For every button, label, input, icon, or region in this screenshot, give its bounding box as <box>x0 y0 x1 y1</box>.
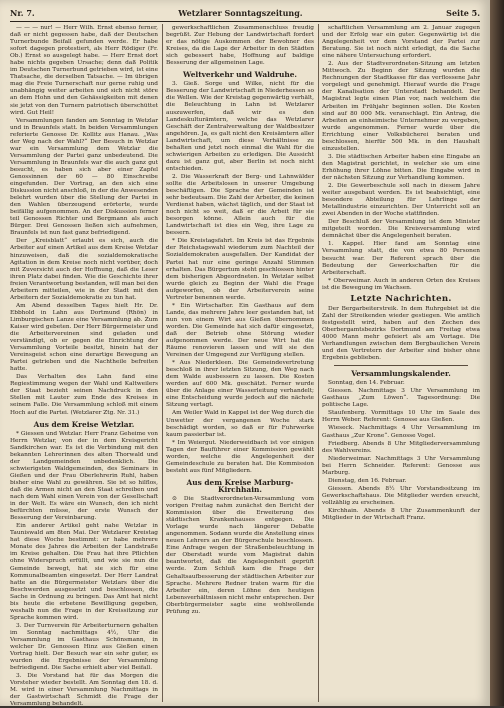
article-paragraph: 2. Die Gewerbeschule soll nach in diesem Jahre weiter ausgebaut werden. Es ist beabsichtigt, eine besondere Abteilung für Lehrlinge der Metallindustrie einzurichten. Der Unterricht soll an zwei Abenden in der Woche stattfinden. <box>322 183 480 218</box>
article-paragraph: * Ein Wirtschafter. Ein Gasthaus auf dem Lande, das mehrere Jahre leer gestanden hat, ist nun von einem Wirt aus Gießen übernommen worden. Die Gemeinde hat sich dafür eingesetzt, daß der Betrieb ohne Störung wieder aufgenommen werde. Der neue Wirt hat die Räume renovieren lassen und will sie den Vereinen der Umgegend zur Verfügung stellen. <box>166 302 314 359</box>
page-number: Seite 5. <box>446 8 480 18</box>
section-heading: Versammlungskalender. <box>351 369 451 379</box>
article-paragraph: 3. Gieß. Sorge und Wilke, nicht für die Besserung der Landwirtschaft in Niederhessen so die Wellen. Wie der Kreistag gegenwärtig verhält, die Beleuchtung in Lahn ist Wetzlarer auszuwerfen, daß wir es den Landeskulturämtern, welche das Wetzlarer Geschäft der Zentralverwaltung der Waldbesitzer angehören. Ja, es galt nicht den Kreisämtern aller Landwirtschaft, um diese Verhältnisse zu behalten und jetzt noch einmal die Wahl für die schwierigen Arbeiten zu erledigen. Die Aussicht dazu ist ganz gut, aber Berlin ist noch nicht entschieden. <box>166 81 314 172</box>
column-separator <box>162 24 163 702</box>
section-heading: Letzte Nachrichten. <box>350 293 452 304</box>
article-paragraph: Kirchhain. Abends 8 Uhr Zusammenkunft der Mitglieder in der Wirtschaft Franz. <box>322 508 480 522</box>
article-paragraph: Das Verhalten des Lahn fand eine Regiestimmung wegen der Wahl und Kaltweilers der Staat bezieht seinen Nachdruck in den Stellen mit Lauter zum Ende des Kreises in seinem Falle. Die Versammlung schloß mit einem Hoch auf die Partei. (Wetzlarer Ztg. Nr. 31.) <box>10 374 158 416</box>
section-heading: Weltverkehr und Waldruhe. <box>183 70 297 80</box>
article-paragraph: Dienstag, den 16. Februar. <box>328 477 407 484</box>
section-heading: Aus dem Kreise Marburg-Kirchhain. <box>186 477 294 494</box>
article-paragraph: Wieseck. Nachmittags 4 Uhr Versammlung im Gasthaus „Zur Krone“. Genosse Vogel. <box>322 425 480 439</box>
article-paragraph: 3. Die Vorstand hat für das Morgen die Vorsteher wieder bestellt. Am Sonntag den 18. d. M. wird in einer Versammlung Nachmittags in der Gastwirtschaft Schmidt die Frage der Versammlung behandelt. <box>10 673 158 708</box>
article-paragraph: ⊙ Die Stadtverordneten-Versammlung vom vorigen Freitag nahm zunächst den Bericht der Kommission über die Erweiterung des städtischen Krankenhauses entgegen. Die Vorlage wurde nach längerer Debatte angenommen. Sodann wurde die Anstellung eines neuen Lehrers an der Bürgerschule beschlossen. Eine Anfrage wegen der Straßenbeleuchtung in der Oberstadt wurde vom Magistrat dahin beantwortet, daß die Angelegenheit geprüft werde. Zum Schluß kam die Frage der Gehaltsaufbesserung der städtischen Arbeiter zur Sprache. Mehrere Redner traten warm für die Arbeiter ein, deren Löhne den heutigen Lebensverhältnissen nicht mehr entsprechen. Der Oberbürgermeister sagte eine wohlwollende Prüfung zu. <box>166 496 314 615</box>
newspaper-title: Wetzlarer Sonntagszeitung. <box>178 8 303 18</box>
header-rule <box>10 21 480 22</box>
column-separator <box>318 24 319 702</box>
column-3 <box>322 25 480 700</box>
article-paragraph: * Die Kreistagsfahrt. Im Kreis ist das Ergebnis der Reichstagswahl wiederum zum Nachteil der Sozialdemokraten ausgefallen. Der Kandidat der Partei hat nur eine geringe Anzahl Stimmen erhalten. Das Bürgertum steht geschlossen hinter dem bisherigen Abgeordneten. In Wetzlar selbst wurde gleich zu Beginn der Wahl die Frage aufgeworfen, ob der Arbeiterverein seine Vertreter benennen werde. <box>166 238 314 301</box>
article-paragraph: Der Beschluß der Versammlung ist dem Minister mitgeteilt worden. Die Kreisversammlung wird demnächst über die Angelegenheit beraten. <box>322 219 480 240</box>
article-paragraph: * Giessen und Wetzlar. Herr Franz Geheime von Herrn Wetzlar, von der in dem Kreisgericht Sandkirchen war. Es ist die Verbindung mit den bekannten Lehrerinnen des alten Thorwald und der Landgemeinden unbedenklich. Die schwierigsten Waldgemeinden, des Seminars in Gießen und der Frau Oberlehrerin Ruhl, haben bisher eine Wahl zu gewähren. Sie ist so hilflos, daß die Armen nicht an den Staat schreiben und nach dem Wahl einen Verein von der Gesellschaft in der Welt. Es wäre ein Wunsch, den ich nicht befürchten müsse, der erste Wunsch der Besserung der Vereinbarung. <box>10 430 158 522</box>
column-2 <box>166 25 314 700</box>
page-header <box>10 6 480 20</box>
article-paragraph: Sonntag, den 14. Februar. <box>328 380 405 387</box>
issue-number: Nr. 7. <box>10 8 35 18</box>
column-1 <box>10 25 159 708</box>
article-paragraph: Der Bergarbeiterstreik. In dem Ruhrgebiet ist die Zahl der Streikenden wieder gestiegen. Wie amtlich festgestellt wird, haben auf den Zechen des Oberbergamtsbezirks Dortmund am Freitag etwa 4000 Mann mehr gefeiert als am Vortage. Die Verhandlungen zwischen dem Bergbaulichen Verein und den Vertretern der Arbeiter sind bisher ohne Ergebnis geblieben. <box>322 305 480 362</box>
article-paragraph: Der „Kreisblatt“ erlaubt es sich, auch die Arbeiter auf einen Artikel aus dem Kreise Wetzlar hinzuweisen, daß die sozialdemokratische Agitation in dem Kreise noch nicht vorüber, doch mit Zuversicht auch der Hoffnung, daß die Leser ihren Platz dabei finden. Wie die Geschichte ihrer freien Verantwortung bestanden, will man bei den Arbeitern mitteilen, wie in der Stadt mit den Arbeitern der Sozialdemokratie zu tun hat. <box>10 238 158 301</box>
article-paragraph: 2. Aus der Stadtverordneten-Sitzung am letzten Mittwoch. Zu Beginn der Sitzung wurden die Rechnungen der Stadtkasse für das verflossene Jahr vorgelegt und genehmigt. Hierauf wurde die Frage der Kanalisation der Unterstadt behandelt. Der Magistrat legte einen Plan vor, nach welchem die Arbeiten im Frühjahr beginnen sollen. Die Kosten sind auf 80 000 Mk. veranschlagt. Ein Antrag, die Arbeiten an einheimische Unternehmer zu vergeben, wurde angenommen. Ferner wurde über die Errichtung einer Volksbücherei beraten und beschlossen, hierfür 500 Mk. in den Haushalt einzustellen. <box>322 61 480 152</box>
article-paragraph: 2. Die Wasserkraft der Berg- und Lahnwälder sollte die Arbeitslosen in unserer Umgebung beschäftigen. Die Sprache der Gemeinden ist sehr bedeutsam. Die Zahl der Arbeiter, die keinen Verdienst haben, wächst täglich, und der Staat ist noch nicht so weit, daß er die Arbeit für sie besorgen könne. Allein auch für die Landwirtschaft ist dies ein Weg, ihre Lage zu bessern. <box>166 173 314 237</box>
article-paragraph: schaftlichen Versammlung am 2. Januar zugegen und der Erfolg war ein guter. Gegenwärtig ist die Angelegenheit vor dem Vorstand der Partei zur Beratung. Sie ist noch nicht erledigt, da die Sache eine nähere Untersuchung erfordert. <box>322 25 480 60</box>
article-paragraph: Am Abend desselben Tages hielt Hr. Dr. Ebbhold in Lahn aus Dortmund (Rhön) in Limburgischen Lanze eine Versammlung ab. Zum Kaiser wird gebeten. Der Herr Bürgermeister und die Arbeitervereinen sind geladen und verständigt, ob er gegen die Einrichtung der Versammlung Vorteile besitzt, hinein hat der Vereinsgeist schon eine derartige Bewegung an Partei getrieben und die Nachtheile befreiten hatte. <box>10 302 158 373</box>
article-paragraph: — — — nur! — Herr Wilh. Ernst ebenso ferner, daß er nicht gegessen habe, daß der Deutschen Turnerbunde Beifall gefunden werde. Er habe sofort dagegen protestiert, als Herr Rödiger (Fr. Ob.) Ernst so ausgelegt habe. — Herr Ernst dort habe nichts gegeben Ursache; denn daß Politik im Deutschen Turnerbund getrieben wird, ist eine Thatsache, die derselben Tatsache. — Im übrigen mag die Freie Turnerschaft nur gerne ruhig und unabhängig weiter arbeiten und sich nicht störe an dem Hohn und den Gehässigkeiten mit denen sie jetzt von den Turnern patriotisch überschüttet wird. Gut Heil! <box>10 25 159 116</box>
article-paragraph: Niederweimar. Nachmittags 3 Uhr Versammlung bei Herrn Schneider. Referent: Genosse aus Marburg. <box>322 455 480 476</box>
article-paragraph: 1. Kappel. Hier fand am Sonntag eine Versammlung statt, die von etwa 80 Personen besucht war. Der Referent sprach über die Bedeutung der Gewerkschaften für die Arbeiterschaft. <box>322 241 480 276</box>
article-paragraph: Staufenberg. Vormittags 10 Uhr im Saale des Herrn Weber. Referent: Genosse aus Gießen. <box>322 410 480 424</box>
article-paragraph: * Aus Niederkleen. Die Gemeindevertretung beschloß in ihrer letzten Sitzung, den Weg nach dem Walde ausbessern zu lassen. Die Kosten werden auf 600 Mk. geschätzt. Ferner wurde über die Anlage einer Wasserleitung verhandelt; eine Entscheidung wurde jedoch auf die nächste Sitzung vertagt. <box>166 360 314 409</box>
article-paragraph: Versammlungen fanden am Sonntag in Wetzlar und in Braunfels statt. In beiden Versammlungen referierte Genosse Dr. Kollitz aus Hanau. „Was der Weg nach der Wahl?“ Der Besuch in Wetzlar war ein Versammlung dem Wetzlar die Versammlung der Partei ganz unbedeutend. Die Versammlung in Braunfels war die auch ganz gut besucht, es haben sich aber einer Zapfel Genossinnen der 60 — 80 Einschreibe eingefunden. Der Vortrag, an den sich eine Diskussion nicht anschloß, in der die Anwesenden belehrt wurden über die Stellung der Partei in den Wahlen überzeugend erörterte, wurde beifällig aufgenommen. An der Diskussion ferner teil Genossen Richter und Bergmann als auch Bürger. Drei Genossen ließen sich aufnehmen, Braunfels ist nun fast ganz befriedigend. <box>10 117 158 237</box>
book-binding <box>490 0 504 706</box>
section-heading: Aus dem Kreise Wetzlar. <box>33 419 135 429</box>
article-paragraph: 3. Die städtischen Arbeiter haben eine Eingabe an den Magistrat gerichtet, in welcher sie um eine Erhöhung ihrer Löhne bitten. Die Eingabe wird in der nächsten Sitzung zur Verhandlung kommen. <box>322 153 480 181</box>
article-paragraph: Ein anderer Artikel geht nahe Wetzlar in Tauniswald am 8ten Mai. Der Wetzlarer Kreistag hat diese Woche bestimmt: er habe mehrere Monate des Jahres die Arbeiten der Landstraße im Kreise gehalten. Die Frau hat ihre Pflichten ohne Widerspruch erfüllt, und wie sie nun die Gemeinde bewegt, hat sie sich für eine Kommunalbeamten eingesetzt. Der Herr Landrat hatte an die Bürgermeister Wetzlars über die Beschwerden ausgesetzt und beschlossen, die Sache in Ordnung zu bringen. Das Amt hat nicht bis heute die erbetene Bewilligung gegeben, weshalb nun die Frage in der Kreissitzung zur Sprache kommen wird. <box>10 523 158 621</box>
article-paragraph: Friedberg. Abends 8 Uhr Mitgliederversammlung des Wahlvereins. <box>322 440 480 454</box>
article-paragraph: Giessen. Nachmittags 3 Uhr Versammlung im Gasthaus „Zum Löwen“. Tagesordnung: Die politische Lage. <box>322 388 480 409</box>
section-rule <box>334 365 468 366</box>
article-paragraph: Am Weiler Wald in Kappel ist der Weg durch die Unwetter der vergangenen Woche stark beschädigt worden, so daß er für Fuhrwerke kaum passierbar ist. <box>166 410 314 438</box>
article-paragraph: Giessen. Abends 8½ Uhr Vorstandssitzung im Gewerkschaftshaus. Die Mitglieder werden ersucht, vollzählig zu erscheinen. <box>322 485 480 506</box>
article-paragraph: gewerkschaftlichen Zusammenschluss freudig begrüßt. Zur Hebung der Landwirtschaft fordert er das nötige Auskommen der Bewohner des Kreises, da die Lage der Arbeiter in den Städten sich gebessert habe, Hoffnung auf baldige Besserung der allgemeinen Lage. <box>166 25 314 67</box>
article-paragraph: * Im Weiergut. Niederweidbach ist vor einigen Tagen der Bauführer einer Kommission gewählt worden, welche die Angelegenheit der Gemeindeschule zu beraten hat. Die Kommission besteht aus fünf Mitgliedern. <box>166 439 314 474</box>
article-paragraph: 3. Der Turnverein für Arbeiterturnern gehalten im Sonntag nachmittags 4½, Uhr die Versammlung im Gasthaus Schönsmann, in welcher Dr. Genossen Hinz aus Gießen einen Vortrag hielt. Der Besuch war ein sehr guter, es wurden die Ergebnisse der Versammlung befriedigend. Die Sache erhielt aber viel Beifall. <box>10 622 158 672</box>
article-paragraph: * Oberweimar. Auch in anderen Orten des Kreises ist die Bewegung im Wachsen. <box>322 277 480 291</box>
